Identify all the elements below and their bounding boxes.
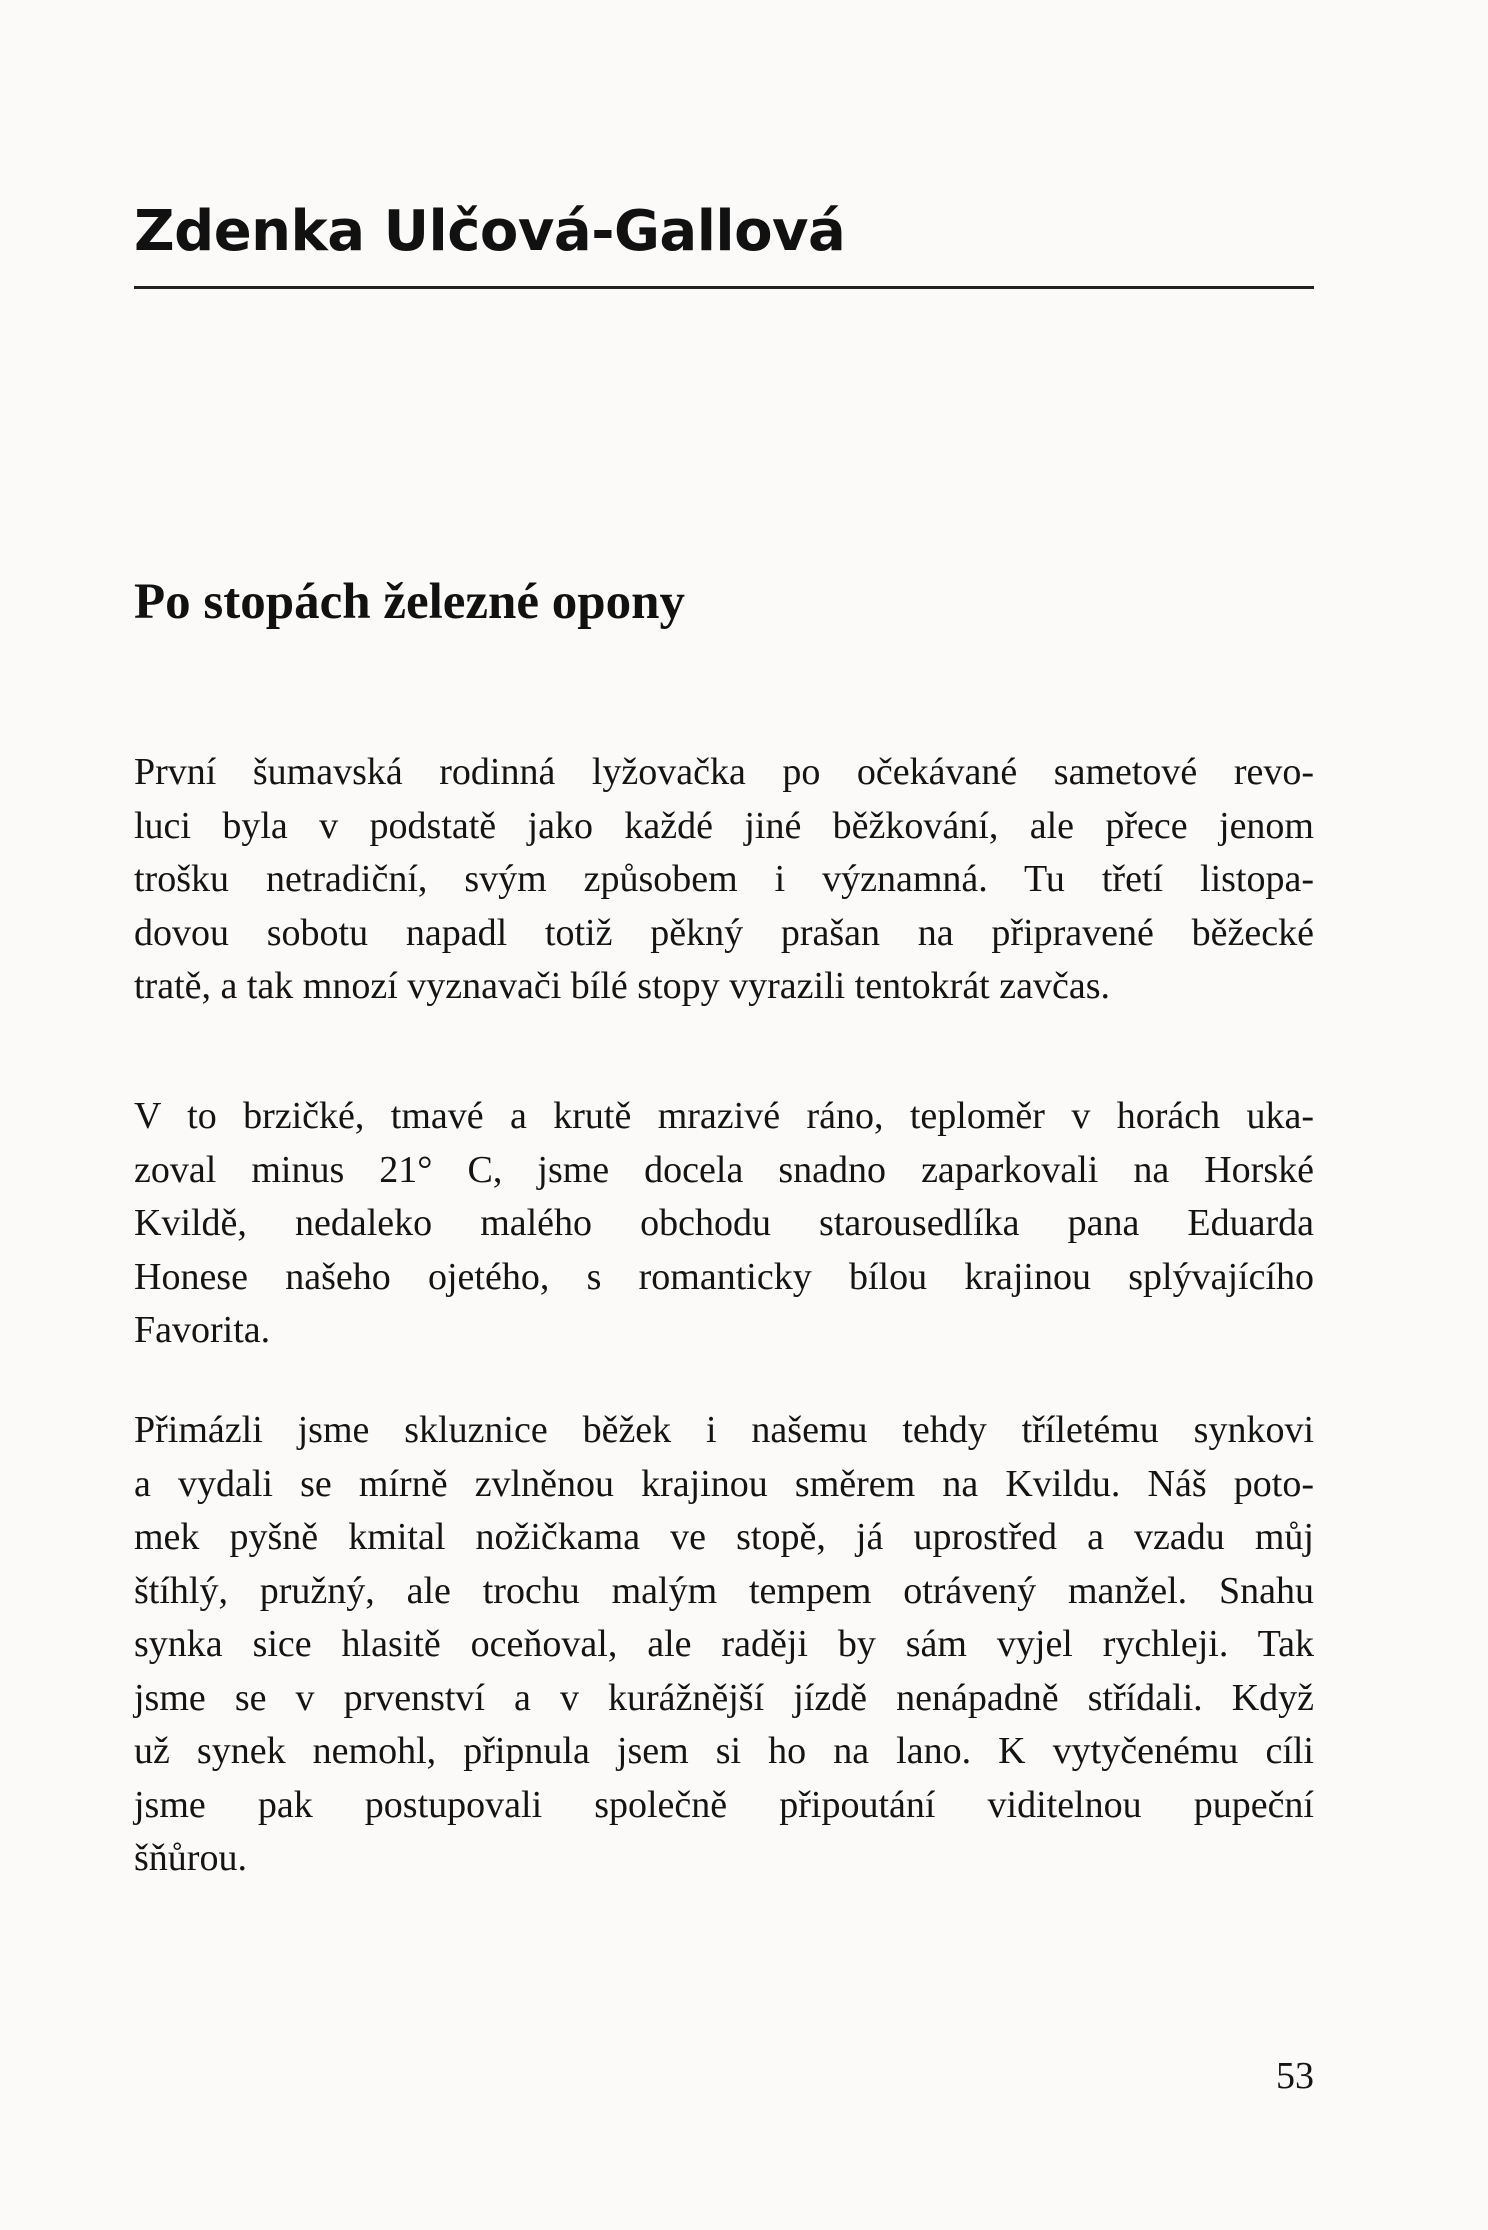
text-line: šňůrou.: [134, 1837, 247, 1879]
text-line: Kvildě, nedaleko malého obchodu starousedlíka pana Eduarda: [134, 1202, 1314, 1244]
text-line: V to brzičké, tmavé a krutě mrazivé ráno, teploměr v horách uka-: [134, 1095, 1314, 1137]
text-line: mek pyšně kmital nožičkama ve stopě, já uprostřed a vzadu můj: [134, 1516, 1314, 1558]
author-underline-rule: [134, 286, 1314, 289]
chapter-title: Po stopách železné opony: [134, 574, 686, 630]
text-line: jsme se v prvenství a v kurážnější jízdě nenápadně střídali. Když: [134, 1676, 1314, 1719]
text-line: a vydali se mírně zvlněnou krajinou směrem na Kvildu. Náš poto-: [134, 1462, 1314, 1505]
text-line: Favorita.: [134, 1309, 271, 1351]
paragraph-3: [134, 1404, 1314, 1886]
text-line: dovou sobotu napadl totiž pěkný prašan na připravené běžecké: [134, 911, 1314, 954]
text-line: štíhlý, pružný, ale trochu malým tempem otrávený manžel. Snahu: [134, 1569, 1314, 1612]
text-line: luci byla v podstatě jako každé jiné běžkování, ale přece jenom: [134, 804, 1314, 847]
page-number: 53: [1276, 2055, 1314, 2097]
author-name: Zdenka Ulčová-Gallová: [134, 199, 846, 264]
text-line: tratě, a tak mnozí vyznavači bílé stopy vyrazili tentokrát zavčas.: [134, 965, 1110, 1007]
text-line: Přimázli jsme skluznice běžek i našemu tehdy tříletému synkovi: [134, 1409, 1314, 1451]
text-line: trošku netradiční, svým způsobem i významná. Tu třetí listopa-: [134, 858, 1314, 900]
text-line: jsme pak postupovali společně připoutání viditelnou pupeční: [134, 1783, 1314, 1826]
paragraph-2: [134, 1090, 1314, 1358]
text-line: Honese našeho ojetého, s romanticky bílou krajinou splývajícího: [134, 1255, 1314, 1298]
text-line: zoval minus 21° C, jsme docela snadno zaparkovali na Horské: [134, 1148, 1314, 1191]
text-line: První šumavská rodinná lyžovačka po očekávané sametové revo-: [134, 751, 1314, 793]
text-line: už synek nemohl, připnula jsem si ho na lano. K vytyčenému cíli: [134, 1730, 1314, 1772]
text-line: synka sice hlasitě oceňoval, ale raději by sám vyjel rychleji. Tak: [134, 1623, 1314, 1665]
paragraph-1: [134, 746, 1314, 1014]
